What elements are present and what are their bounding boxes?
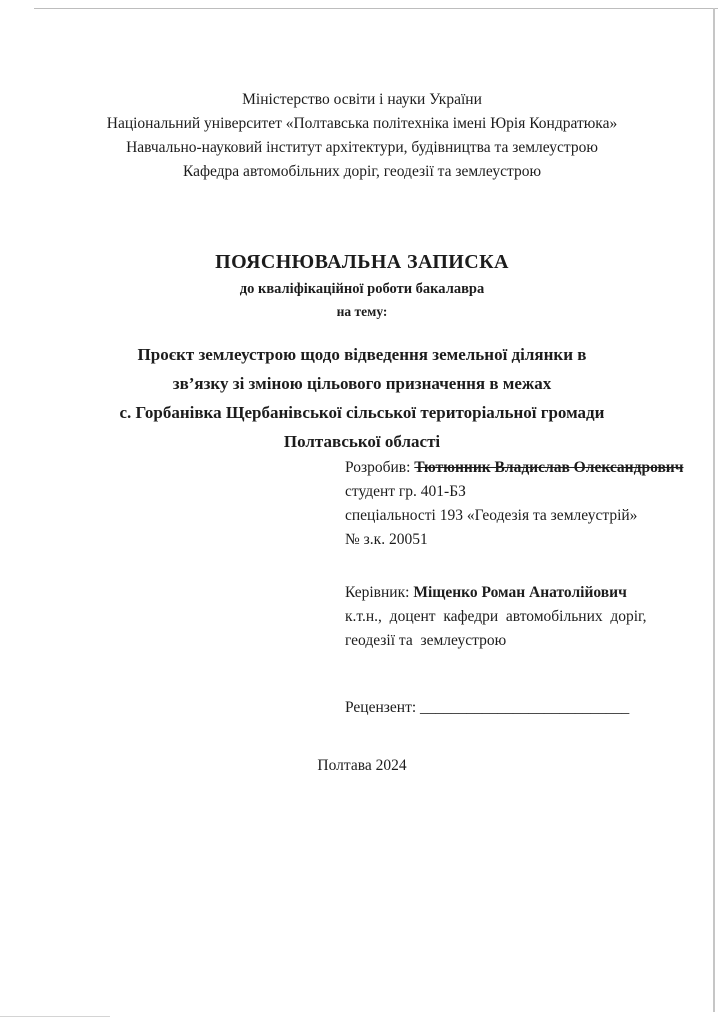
developer-detail-line: спеціальності 193 «Геодезія та землеустрій» [345, 507, 638, 524]
developer-name: Тютюнник Владислав Олександрович [414, 459, 684, 476]
developer-line [345, 456, 690, 480]
credits-block [345, 456, 690, 720]
document-title: ПОЯСНЮВАЛЬНА ЗАПИСКА [215, 251, 509, 273]
university-line: Національний університет «Полтавська політехніка імені Юрія Кондратюка» [106, 115, 618, 132]
topic-label: на тему: [336, 304, 388, 319]
topic-line: Полтавської області [283, 432, 441, 451]
scan-artifact-top-line [34, 8, 718, 9]
topic-line: с. Горбанівка Щербанівської сільської територіальної громади [119, 403, 605, 422]
document-subtitle: до кваліфікаційної роботи бакалавра [239, 281, 485, 297]
document-title-block [0, 251, 724, 320]
supervisor-detail-line: к.т.н., доцент кафедри автомобільних доріг, [345, 608, 647, 625]
institute-line: Навчально-науковий інститут архітектури, будівництва та землеустрою [126, 139, 598, 156]
developer-detail-line: студент гр. 401-БЗ [345, 483, 466, 500]
department-line: Кафедра автомобільних доріг, геодезії та землеустрою [182, 163, 542, 180]
ministry-line: Міністерство освіти і науки України [242, 91, 482, 108]
supervisor-name: Міщенко Роман Анатолійович [413, 584, 627, 601]
supervisor-detail-line: геодезії та землеустрою [345, 632, 507, 649]
topic-line: зв’язку зі зміною цільового призначення в межах [172, 374, 552, 393]
developer-label: Розробив: [345, 459, 411, 476]
reviewer-label: Рецензент: [345, 699, 417, 716]
developer-detail-line: № з.к. 20051 [345, 531, 428, 548]
institution-header [0, 88, 724, 184]
reviewer-blank-line: ___________________________ [420, 699, 630, 716]
scan-artifact-bottom-line [0, 1016, 110, 1017]
city-year-line: Полтава 2024 [317, 757, 407, 774]
supervisor-label: Керівник: [345, 584, 410, 601]
supervisor-block [345, 581, 690, 653]
topic-line: Проєкт землеустрою щодо відведення земельної ділянки в [137, 345, 587, 364]
reviewer-block [345, 696, 690, 720]
thesis-topic [28, 340, 696, 456]
supervisor-line [345, 581, 690, 605]
